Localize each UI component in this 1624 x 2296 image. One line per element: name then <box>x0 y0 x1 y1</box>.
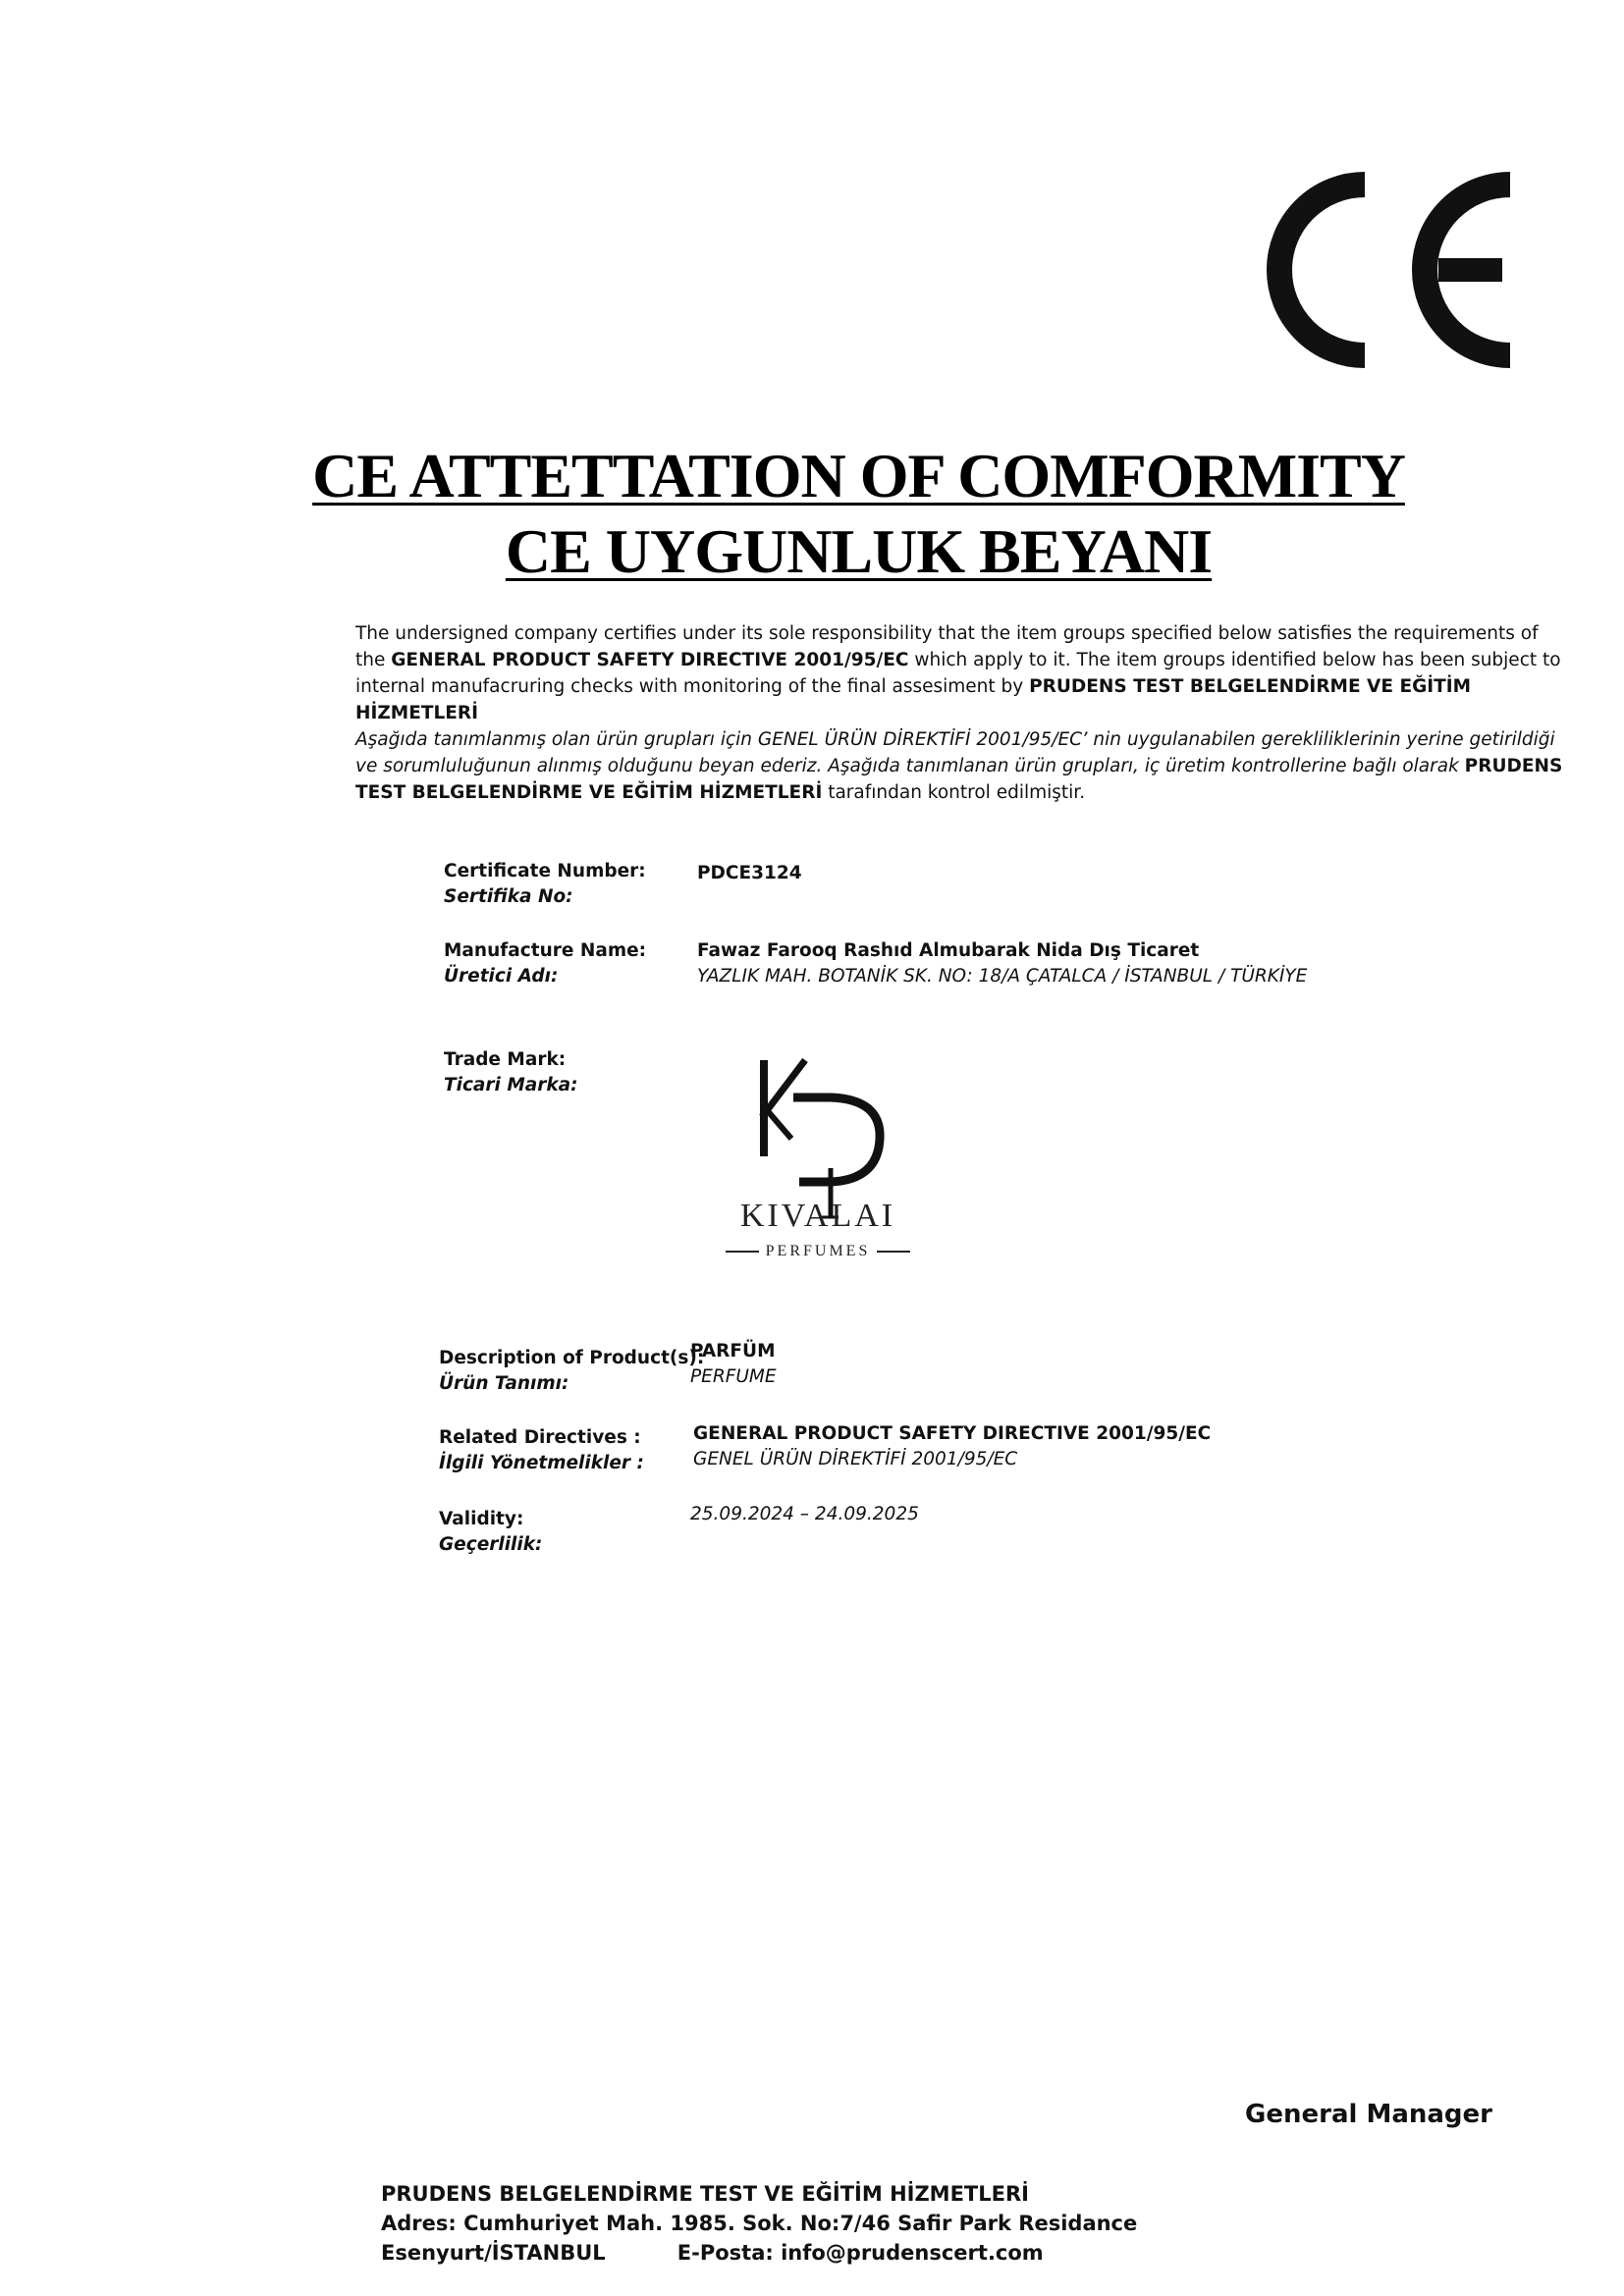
para-en-text-1: The undersigned company certifies under its sole responsibility that the item groups specified below satisfies the requirements of the <box>355 623 1539 670</box>
manufacturer-name: Fawaz Farooq Rashıd Almubarak Nida Dış Ticaret <box>697 940 1200 961</box>
brand-tagline: PERFUMES <box>705 1243 931 1260</box>
footer <box>381 2179 1137 2268</box>
footer-contact <box>381 2238 1137 2268</box>
footer-company: PRUDENS BELGELENDİRME TEST VE EĞİTİM HİZMETLERİ <box>381 2182 1029 2206</box>
validity-value: 25.09.2024 – 24.09.2025 <box>690 1504 919 1524</box>
product-name-tr: PARFÜM <box>690 1341 776 1362</box>
para-en-directive: GENERAL PRODUCT SAFETY DIRECTIVE 2001/95/EC <box>391 650 909 670</box>
footer-email: E-Posta: info@prudenscert.com <box>677 2241 1044 2265</box>
product-label: Description of Product(s): Ürün Tanımı: <box>439 1348 705 1394</box>
para-tr-text-2: tarafından kontrol edilmiştir. <box>822 782 1086 803</box>
para-tr-text-1: Aşağıda tanımlanmış olan ürün grupları için GENEL ÜRÜN DİREKTİFİ 2001/95/EC’ nin uygulanabilen gerekliliklerinin yerine getirildiği ve sorumluluğunun alınmış olduğunu beyan ederiz. Aşağıda tanımlanan ürün grupları, iç üretim kontrollerine bağlı olarak <box>355 729 1555 776</box>
footer-city: Esenyurt/İSTANBUL <box>381 2241 606 2265</box>
brand-name: KIVALAI <box>739 1198 896 1234</box>
kivalai-logo <box>705 1041 931 1276</box>
directives-value <box>693 1421 1211 1472</box>
kd-monogram-icon <box>705 1041 931 1276</box>
product-name-en: PERFUME <box>690 1366 777 1387</box>
directive-en: GENERAL PRODUCT SAFETY DIRECTIVE 2001/95/EC <box>693 1423 1212 1444</box>
para-en-company: PRUDENS TEST BELGELENDİRME VE EĞİTİM HİZMETLERİ <box>355 676 1472 723</box>
ce-marking-icon <box>1267 167 1542 373</box>
directives-label: Related Directives : İlgili Yönetmelikler : <box>439 1427 644 1473</box>
footer-address: Adres: Cumhuriyet Mah. 1985. Sok. No:7/46 Safir Park Residance <box>381 2212 1138 2235</box>
para-tr-company: PRUDENS TEST BELGELENDİRME VE EĞİTİM HİZMETLERİ <box>355 756 1563 803</box>
declaration-paragraph-en <box>355 620 1563 726</box>
manufacturer-address: YAZLIK MAH. BOTANİK SK. NO: 18/A ÇATALCA / İSTANBUL / TÜRKİYE <box>697 966 1308 987</box>
page-subtitle: CE UYGUNLUK BEYANI <box>505 516 1213 586</box>
declaration-paragraph-tr <box>355 726 1563 806</box>
page-title: CE ATTETTATION OF COMFORMITY <box>312 441 1405 510</box>
manufacturer-label: Manufacture Name: Üretici Adı: <box>444 940 647 987</box>
signature-title: General Manager <box>1245 2100 1492 2129</box>
para-en-text-2: which apply to it. The item groups identified below has been subject to internal manufacruring checks with monitoring of the final assesiment by <box>355 650 1561 697</box>
manufacturer-value <box>697 938 1307 989</box>
trademark-label: Trade Mark: Ticari Marka: <box>444 1049 578 1095</box>
certificate-number: PDCE3124 <box>697 863 802 883</box>
validity-label: Validity: Geçerlilik: <box>439 1509 543 1555</box>
directive-tr: GENEL ÜRÜN DİREKTİFİ 2001/95/EC <box>693 1449 1018 1469</box>
certificate-label: Certificate Number: Sertifika No: <box>444 861 646 907</box>
product-value <box>690 1339 777 1390</box>
